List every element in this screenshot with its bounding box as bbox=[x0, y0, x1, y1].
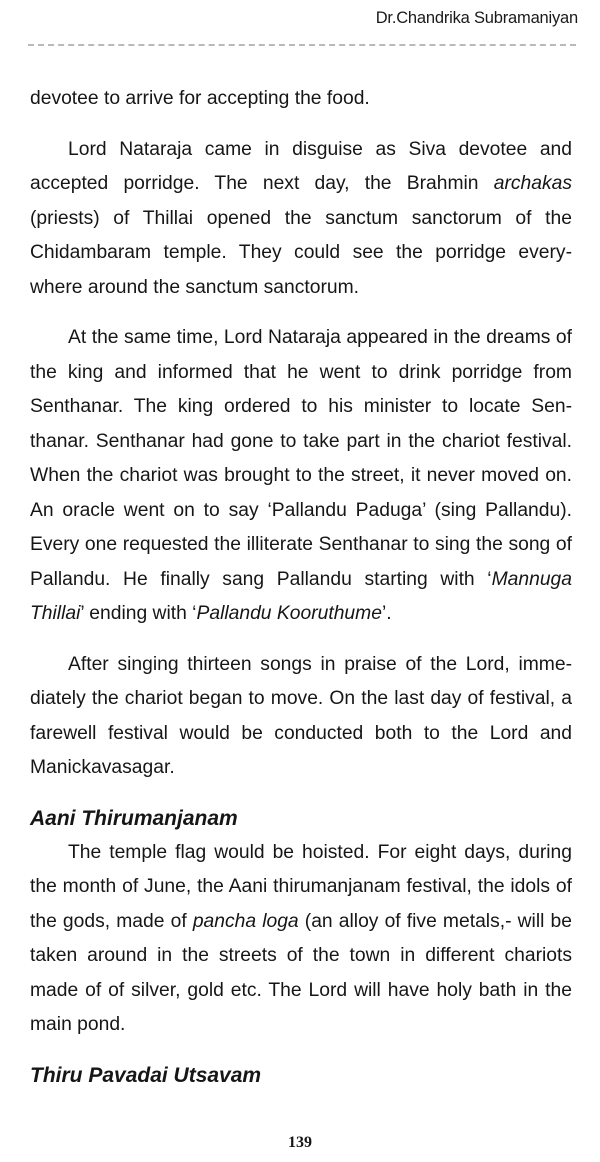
paragraph-2-text-b: (priests) of Thillai opened the sanctum sanctorum of the Chidambaram temple. They could see the porridge every-where around the sanctum sanctorum. bbox=[30, 207, 572, 298]
paragraph-5 bbox=[30, 836, 572, 1043]
section-heading-thiru-pavadai-utsavam: Thiru Pavadai Utsavam bbox=[30, 1063, 262, 1087]
paragraph-2-text-a: Lord Nataraja came in disguise as Siva devotee and accepted porridge. The next day, the Brahmin bbox=[30, 138, 572, 194]
paragraph-1: devotee to arrive for accepting the food. bbox=[30, 88, 370, 109]
archakas-term: archakas bbox=[493, 173, 572, 194]
section-heading-aani-thirumanjanam: Aani Thirumanjanam bbox=[30, 806, 238, 830]
paragraph-3 bbox=[30, 321, 572, 632]
paragraph-5-text-a: The temple flag would be hoisted. For eight days, during the month of June, the Aani thirumanjanam festival, the idols of the gods, made of bbox=[30, 841, 572, 932]
header-rule bbox=[28, 44, 576, 46]
page-number: 139 bbox=[288, 1134, 312, 1151]
pancha-loga-term: pancha loga bbox=[192, 910, 299, 932]
paragraph-3-text-a: At the same time, Lord Nataraja appeared in the dreams of the king and informed that he went to drink porridge from Senthanar. The king ordered to his minister to locate Sen-thanar. Senthanar had gone to take part in the chariot festival. When the chariot was brought to the street, it never moved on. An oracle went on to say ‘Pallandu Paduga’ (sing Pallandu). Every one requested the illiterate Senthanar to sing the song of Pallandu. He finally sang Pallandu starting with ‘ bbox=[30, 327, 572, 590]
mannuga-thillai-term: Mannuga Thillai bbox=[30, 568, 572, 624]
paragraph-5-text-b: (an alloy of five metals,- will be taken around in the streets of the town in different chariots made of of silver, gold etc. The Lord will have holy bath in the main pond. bbox=[30, 910, 572, 1035]
paragraph-3-text-c: ’. bbox=[381, 603, 392, 624]
paragraph-3-text-b: ’ ending with ‘ bbox=[80, 603, 197, 624]
paragraph-4: After singing thirteen songs in praise of the Lord, imme-diately the chariot began to move. On the last day of festival, a farewell festival would be conducted both to the Lord and Manickavasagar. bbox=[30, 653, 572, 778]
body-text bbox=[30, 82, 572, 1093]
pallandu-kooruthume-term: Pallandu Kooruthume bbox=[196, 603, 382, 624]
running-header-author: Dr.Chandrika Subramaniyan bbox=[375, 9, 578, 27]
paragraph-2 bbox=[30, 133, 572, 306]
